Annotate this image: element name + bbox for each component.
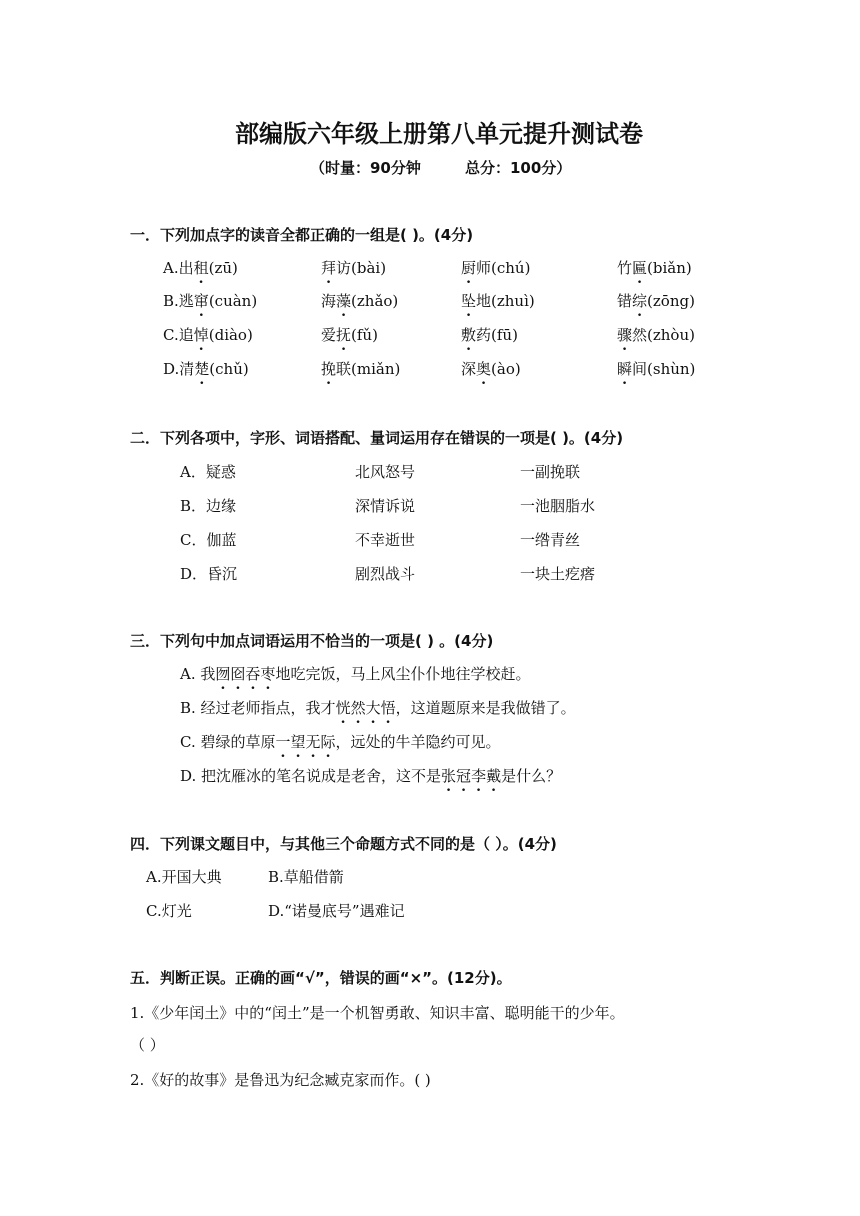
- dotted-character: 奥: [476, 360, 492, 378]
- q2-heading: 二．下列各项中，字形、词语搭配、量词运用存在错误的一项是( )。(4分): [130, 429, 624, 447]
- option-text: 师(chú): [476, 259, 531, 277]
- dotted-character: 恍: [335, 699, 351, 717]
- option-text: B. 经过老师指点，我才: [180, 699, 336, 717]
- option-text: 访(bài): [336, 259, 387, 277]
- q1-option-d-1: [163, 358, 249, 379]
- q2-option-a-2: 北风怒号: [355, 463, 416, 481]
- dotted-character: 张: [441, 767, 457, 785]
- q2-option-b-3: 一池胭脂水: [520, 497, 596, 515]
- dotted-character: 囵: [230, 665, 246, 683]
- option-text: ，远处的牛羊隐约可见。: [335, 733, 501, 751]
- q1-option-b-3: [461, 290, 535, 311]
- option-text: (zū): [208, 259, 238, 277]
- option-text: 是什么？: [501, 767, 562, 785]
- option-text: 药(fū): [476, 326, 518, 344]
- option-text: (ào): [491, 360, 521, 378]
- option-text: (fǔ): [351, 326, 378, 344]
- dotted-character: 藻: [336, 292, 352, 310]
- q2-option-d-2: 剧烈战斗: [355, 565, 416, 583]
- option-text: 深: [461, 360, 477, 378]
- q1-option-c-4: [617, 324, 695, 345]
- q1-heading: 一．下列加点字的读音全都正确的一组是( )。(4分): [130, 226, 474, 244]
- q3-option-b: [180, 697, 576, 718]
- dotted-character: 大: [365, 699, 381, 717]
- option-text: (zhǎo): [351, 292, 399, 310]
- q4-option-b: B.草船借箭: [268, 868, 344, 886]
- dotted-character: 际: [320, 733, 336, 751]
- q1-option-a-3: [461, 257, 530, 278]
- dotted-character: 敷: [461, 326, 477, 344]
- q1-option-a-1: [163, 257, 238, 278]
- option-text: (diào): [208, 326, 253, 344]
- option-text: ，这道题原来是我做错了。: [395, 699, 576, 717]
- dotted-character: 悟: [380, 699, 396, 717]
- q2-option-b-2: 深情诉说: [355, 497, 416, 515]
- dotted-character: 悼: [193, 326, 209, 344]
- option-text: 海: [321, 292, 337, 310]
- option-text: (chǔ): [209, 360, 249, 378]
- q1-option-c-1: [163, 324, 253, 345]
- q4-option-c: C.灯光: [146, 902, 192, 920]
- q4-option-a: A.开国大典: [146, 868, 222, 886]
- option-text: D.清: [163, 360, 195, 378]
- dotted-character: 骤: [617, 326, 633, 344]
- option-text: C. 碧绿的草原: [180, 733, 276, 751]
- option-text: C.追: [163, 326, 194, 344]
- option-text: B.逃: [163, 292, 194, 310]
- dotted-character: 综: [632, 292, 648, 310]
- q5-item-1-blank: （ ）: [130, 1036, 165, 1054]
- q1-option-a-2: [321, 257, 386, 278]
- option-text: D. 把沈雁冰的笔名说成是老舍，这不是: [180, 767, 442, 785]
- q1-option-c-2: [321, 324, 378, 345]
- exam-time: （时量：90分钟: [310, 159, 421, 177]
- option-text: 地(zhuì): [476, 292, 535, 310]
- q5-item-1: 1.《少年闰土》中的“闰土”是一个机智勇敢、知识丰富、聪明能干的少年。: [130, 1004, 625, 1022]
- dotted-character: 楚: [194, 360, 210, 378]
- option-text: 间(shùn): [632, 360, 696, 378]
- option-text: 竹: [617, 259, 633, 277]
- dotted-character: 然: [350, 699, 366, 717]
- q1-option-c-3: [461, 324, 518, 345]
- dotted-character: 望: [290, 733, 306, 751]
- q3-option-c: [180, 731, 501, 752]
- option-text: (cuàn): [208, 292, 258, 310]
- q2-option-c-2: 不幸逝世: [355, 531, 416, 549]
- option-text: (zōng): [647, 292, 695, 310]
- q1-option-d-2: [321, 358, 400, 379]
- dotted-character: 厨: [461, 259, 477, 277]
- q3-option-a: [180, 663, 530, 684]
- q2-option-b-1: B．边缘: [180, 497, 237, 515]
- q2-option-d-3: 一块土疙瘩: [520, 565, 596, 583]
- q4-heading: 四．下列课文题目中，与其他三个命题方式不同的是（ ）。(4分): [130, 835, 557, 853]
- dotted-character: 拜: [321, 259, 337, 277]
- page-title: 部编版六年级上册第八单元提升测试卷: [235, 120, 643, 148]
- option-text: 然(zhòu): [632, 326, 695, 344]
- exam-total-score: 总分：100分）: [465, 159, 572, 177]
- dotted-character: 无: [305, 733, 321, 751]
- q1-option-a-4: [617, 257, 692, 278]
- dotted-character: 坠: [461, 292, 477, 310]
- dotted-character: 租: [193, 259, 209, 277]
- dotted-character: 吞: [245, 665, 261, 683]
- dotted-character: 瞬: [617, 360, 633, 378]
- q3-heading: 三．下列句中加点词语运用不恰当的一项是( ) 。(4分): [130, 632, 494, 650]
- dotted-character: 一: [275, 733, 291, 751]
- q5-heading: 五．判断正误。正确的画“√”，错误的画“×”。(12分)。: [130, 969, 512, 987]
- dotted-character: 枣: [260, 665, 276, 683]
- option-text: 联(miǎn): [336, 360, 401, 378]
- dotted-character: 抚: [336, 326, 352, 344]
- q5-item-2: 2.《好的故事》是鲁迅为纪念臧克家而作。( ): [130, 1071, 431, 1089]
- q1-option-b-1: [163, 290, 257, 311]
- dotted-character: 李: [471, 767, 487, 785]
- option-text: (biǎn): [647, 259, 692, 277]
- q1-option-d-3: [461, 358, 521, 379]
- option-text: 地吃完饭，马上风尘仆仆地往学校赶。: [275, 665, 531, 683]
- q1-option-d-4: [617, 358, 695, 379]
- q2-option-a-1: A．疑惑: [180, 463, 236, 481]
- q1-option-b-2: [321, 290, 398, 311]
- dotted-character: 戴: [486, 767, 502, 785]
- q2-option-c-3: 一绺青丝: [520, 531, 581, 549]
- q3-option-d: [180, 765, 561, 786]
- option-text: 错: [617, 292, 633, 310]
- q2-option-c-1: C．伽蓝: [180, 531, 237, 549]
- option-text: 爱: [321, 326, 337, 344]
- dotted-character: 冠: [456, 767, 472, 785]
- q4-option-d: D.“诺曼底号”遇难记: [268, 902, 405, 920]
- q1-option-b-4: [617, 290, 695, 311]
- dotted-character: 匾: [632, 259, 648, 277]
- q2-option-d-1: D．昏沉: [180, 565, 238, 583]
- dotted-character: 挽: [321, 360, 337, 378]
- dotted-character: 囫: [215, 665, 231, 683]
- q2-option-a-3: 一副挽联: [520, 463, 581, 481]
- option-text: A. 我: [180, 665, 216, 683]
- dotted-character: 窜: [193, 292, 209, 310]
- option-text: A.出: [163, 259, 194, 277]
